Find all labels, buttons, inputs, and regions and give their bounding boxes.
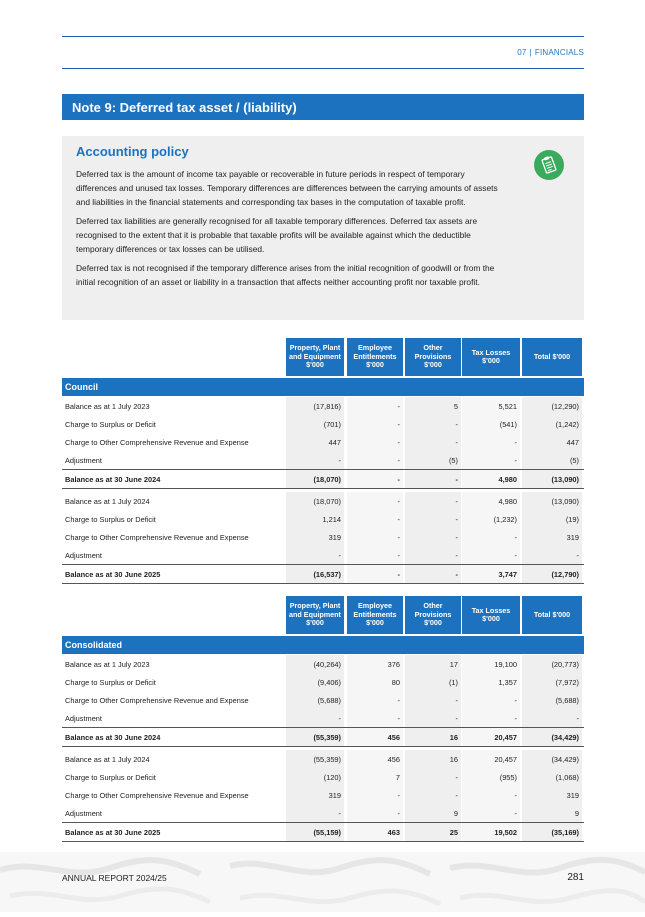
cell-value: 9 (453, 809, 458, 818)
cell-value: 447 (566, 438, 579, 447)
policy-paragraph: Deferred tax is the amount of income tax payable or recoverable in future periods in respect of temporary differences and unused tax losses. Temporary differences are differences between the carrying amounts of assets and liabilities in the financial statements and corresponding tax bases in the computation of taxable profit. (76, 169, 498, 207)
cell-value: - (455, 475, 458, 484)
cell-value: 5 (453, 402, 458, 411)
column-header: Property, Plant and Equipment $'000 (286, 596, 344, 634)
cell-value: - (455, 551, 458, 560)
column-header: Tax Losses $'000 (462, 338, 520, 376)
cell-value: - (514, 533, 517, 542)
cell-value: (12,290) (551, 402, 579, 411)
cell-value: - (514, 551, 517, 560)
column-header: Employee Entitlements $'000 (347, 596, 403, 634)
column-header: Property, Plant and Equipment $'000 (286, 338, 344, 376)
cell-value: 7 (395, 773, 400, 782)
cell-value: 16 (449, 733, 458, 742)
row-label: Adjustment (65, 809, 102, 818)
cell-value: - (338, 551, 341, 560)
cell-value: - (397, 515, 400, 524)
table-row (62, 727, 584, 747)
section-separator: | (529, 48, 532, 57)
column-header: Total $'000 (522, 338, 582, 376)
table-row (62, 822, 584, 842)
cell-value: 4,980 (498, 497, 517, 506)
cell-value: 1,357 (498, 678, 517, 687)
cell-value: 9 (574, 809, 579, 818)
cell-value: - (397, 456, 400, 465)
cell-value: 319 (328, 533, 341, 542)
cell-value: 456 (387, 755, 400, 764)
policy-paragraph: Deferred tax is not recognised if the temporary difference arises from the initial recognition of goodwill or from the initial recognition of an asset or liability in a transaction that affects neither accounting profit nor taxable profit. (76, 263, 495, 287)
table-row (62, 786, 584, 804)
cell-value: - (397, 420, 400, 429)
row-label: Charge to Other Comprehensive Revenue and Expense (65, 696, 249, 705)
cell-value: - (514, 696, 517, 705)
consolidated-table (62, 596, 584, 844)
cell-value: (18,070) (313, 497, 341, 506)
cell-value: (541) (499, 420, 517, 429)
cell-value: - (576, 714, 579, 723)
row-label: Balance as at 30 June 2025 (65, 828, 161, 837)
table-row (62, 804, 584, 822)
table-row (62, 397, 584, 415)
cell-value: - (455, 438, 458, 447)
cell-value: 3,747 (498, 570, 517, 579)
cell-value: - (455, 791, 458, 800)
policy-heading: Accounting policy (76, 144, 189, 159)
cell-value: 376 (387, 660, 400, 669)
cell-value: - (397, 402, 400, 411)
cell-value: (20,773) (551, 660, 579, 669)
cell-value: 20,457 (494, 755, 517, 764)
cell-value: - (397, 791, 400, 800)
column-header: Tax Losses $'000 (462, 596, 520, 634)
row-label: Balance as at 30 June 2024 (65, 475, 161, 484)
cell-value: 319 (328, 791, 341, 800)
cell-value: 447 (328, 438, 341, 447)
section-label (517, 48, 584, 57)
policy-text (76, 167, 506, 294)
cell-value: (1,232) (493, 515, 517, 524)
table-row (62, 510, 584, 528)
row-label: Balance as at 30 June 2024 (65, 733, 161, 742)
cell-value: - (397, 438, 400, 447)
cell-value: - (514, 456, 517, 465)
cell-value: (19) (565, 515, 579, 524)
row-label: Charge to Surplus or Deficit (65, 678, 156, 687)
cell-value: (17,816) (313, 402, 341, 411)
cell-value: 319 (566, 533, 579, 542)
cell-value: (955) (499, 773, 517, 782)
clipboard-icon (534, 150, 564, 180)
cell-value: 19,502 (494, 828, 517, 837)
cell-value: (12,790) (551, 570, 579, 579)
cell-value: 25 (449, 828, 458, 837)
cell-value: - (455, 570, 458, 579)
cell-value: (40,264) (313, 660, 341, 669)
cell-value: 5,521 (498, 402, 517, 411)
cell-value: - (397, 533, 400, 542)
column-header: Total $'000 (522, 596, 582, 634)
row-label: Balance as at 1 July 2024 (65, 497, 150, 506)
row-label: Balance as at 1 July 2023 (65, 660, 150, 669)
header-rule-bottom (62, 68, 584, 69)
cell-value: - (397, 714, 400, 723)
accounting-policy-box (62, 136, 584, 320)
cell-value: - (576, 551, 579, 560)
cell-value: (1) (448, 678, 458, 687)
cell-value: - (397, 475, 400, 484)
cell-value: 17 (449, 660, 458, 669)
cell-value: (7,972) (555, 678, 579, 687)
cell-value: (35,169) (551, 828, 579, 837)
policy-paragraph: Deferred tax liabilities are generally recognised for all taxable temporary differences. Deferred tax assets are recognised to the extent that it is probable that taxable profits will be available against which the deductible temporary differences or tax losses can be utilised. (76, 216, 478, 254)
cell-value: (55,359) (313, 733, 341, 742)
cell-value: - (514, 714, 517, 723)
section-title: FINANCIALS (534, 48, 584, 57)
cell-value: 20,457 (494, 733, 517, 742)
cell-value: 463 (387, 828, 400, 837)
cell-value: 16 (449, 755, 458, 764)
cell-value: - (338, 714, 341, 723)
cell-value: - (514, 791, 517, 800)
cell-value: (9,406) (317, 678, 341, 687)
cell-value: - (455, 714, 458, 723)
cell-value: - (338, 456, 341, 465)
cell-value: - (514, 809, 517, 818)
table-row (62, 673, 584, 691)
row-label: Adjustment (65, 551, 102, 560)
council-group-title: Council (62, 378, 584, 396)
cell-value: 4,980 (498, 475, 517, 484)
table-row (62, 691, 584, 709)
row-label: Charge to Surplus or Deficit (65, 515, 156, 524)
cell-value: (18,070) (313, 475, 341, 484)
consolidated-group-title: Consolidated (62, 636, 584, 654)
cell-value: (1,242) (555, 420, 579, 429)
row-label: Adjustment (65, 456, 102, 465)
table-row (62, 768, 584, 786)
cell-value: - (397, 570, 400, 579)
table-row (62, 415, 584, 433)
header-rule-top (62, 36, 584, 37)
cell-value: - (514, 438, 517, 447)
row-label: Charge to Surplus or Deficit (65, 773, 156, 782)
footer-report-title: ANNUAL REPORT 2024/25 (62, 873, 167, 883)
cell-value: (5,688) (555, 696, 579, 705)
cell-value: (55,159) (313, 828, 341, 837)
cell-value: (34,429) (551, 755, 579, 764)
row-label: Adjustment (65, 714, 102, 723)
row-label: Charge to Other Comprehensive Revenue and Expense (65, 791, 249, 800)
note-title: Note 9: Deferred tax asset / (liability) (62, 94, 584, 120)
cell-value: - (455, 515, 458, 524)
cell-value: - (397, 551, 400, 560)
row-label: Charge to Other Comprehensive Revenue and Expense (65, 438, 249, 447)
table-row (62, 655, 584, 673)
cell-value: - (455, 773, 458, 782)
cell-value: 19,100 (494, 660, 517, 669)
cell-value: (701) (323, 420, 341, 429)
cell-value: (34,429) (551, 733, 579, 742)
cell-value: 319 (566, 791, 579, 800)
cell-value: - (397, 696, 400, 705)
table-row (62, 546, 584, 564)
cell-value: - (455, 696, 458, 705)
cell-value: (1,068) (555, 773, 579, 782)
table-row (62, 451, 584, 469)
cell-value: - (397, 809, 400, 818)
page-number: 281 (567, 872, 584, 883)
table-row (62, 709, 584, 727)
cell-value: - (397, 497, 400, 506)
row-label: Charge to Other Comprehensive Revenue and Expense (65, 533, 249, 542)
table-row (62, 528, 584, 546)
column-header: Other Provisions $'000 (405, 338, 461, 376)
table-row (62, 564, 584, 584)
cell-value: (5) (569, 456, 579, 465)
cell-value: - (455, 533, 458, 542)
column-header: Other Provisions $'000 (405, 596, 461, 634)
cell-value: (16,537) (313, 570, 341, 579)
cell-value: (120) (323, 773, 341, 782)
cell-value: (5,688) (317, 696, 341, 705)
cell-value: (13,090) (551, 497, 579, 506)
column-header: Employee Entitlements $'000 (347, 338, 403, 376)
cell-value: (5) (448, 456, 458, 465)
cell-value: 80 (391, 678, 400, 687)
table-row (62, 492, 584, 510)
cell-value: 1,214 (322, 515, 341, 524)
row-label: Balance as at 30 June 2025 (65, 570, 161, 579)
row-label: Balance as at 1 July 2024 (65, 755, 150, 764)
row-label: Balance as at 1 July 2023 (65, 402, 150, 411)
table-row (62, 433, 584, 451)
cell-value: 456 (387, 733, 400, 742)
cell-value: - (455, 497, 458, 506)
row-label: Charge to Surplus or Deficit (65, 420, 156, 429)
cell-value: - (455, 420, 458, 429)
table-row (62, 750, 584, 768)
cell-value: (13,090) (551, 475, 579, 484)
section-number: 07 (517, 48, 527, 57)
cell-value: (55,359) (313, 755, 341, 764)
council-table (62, 338, 584, 580)
table-row (62, 469, 584, 489)
cell-value: - (338, 809, 341, 818)
